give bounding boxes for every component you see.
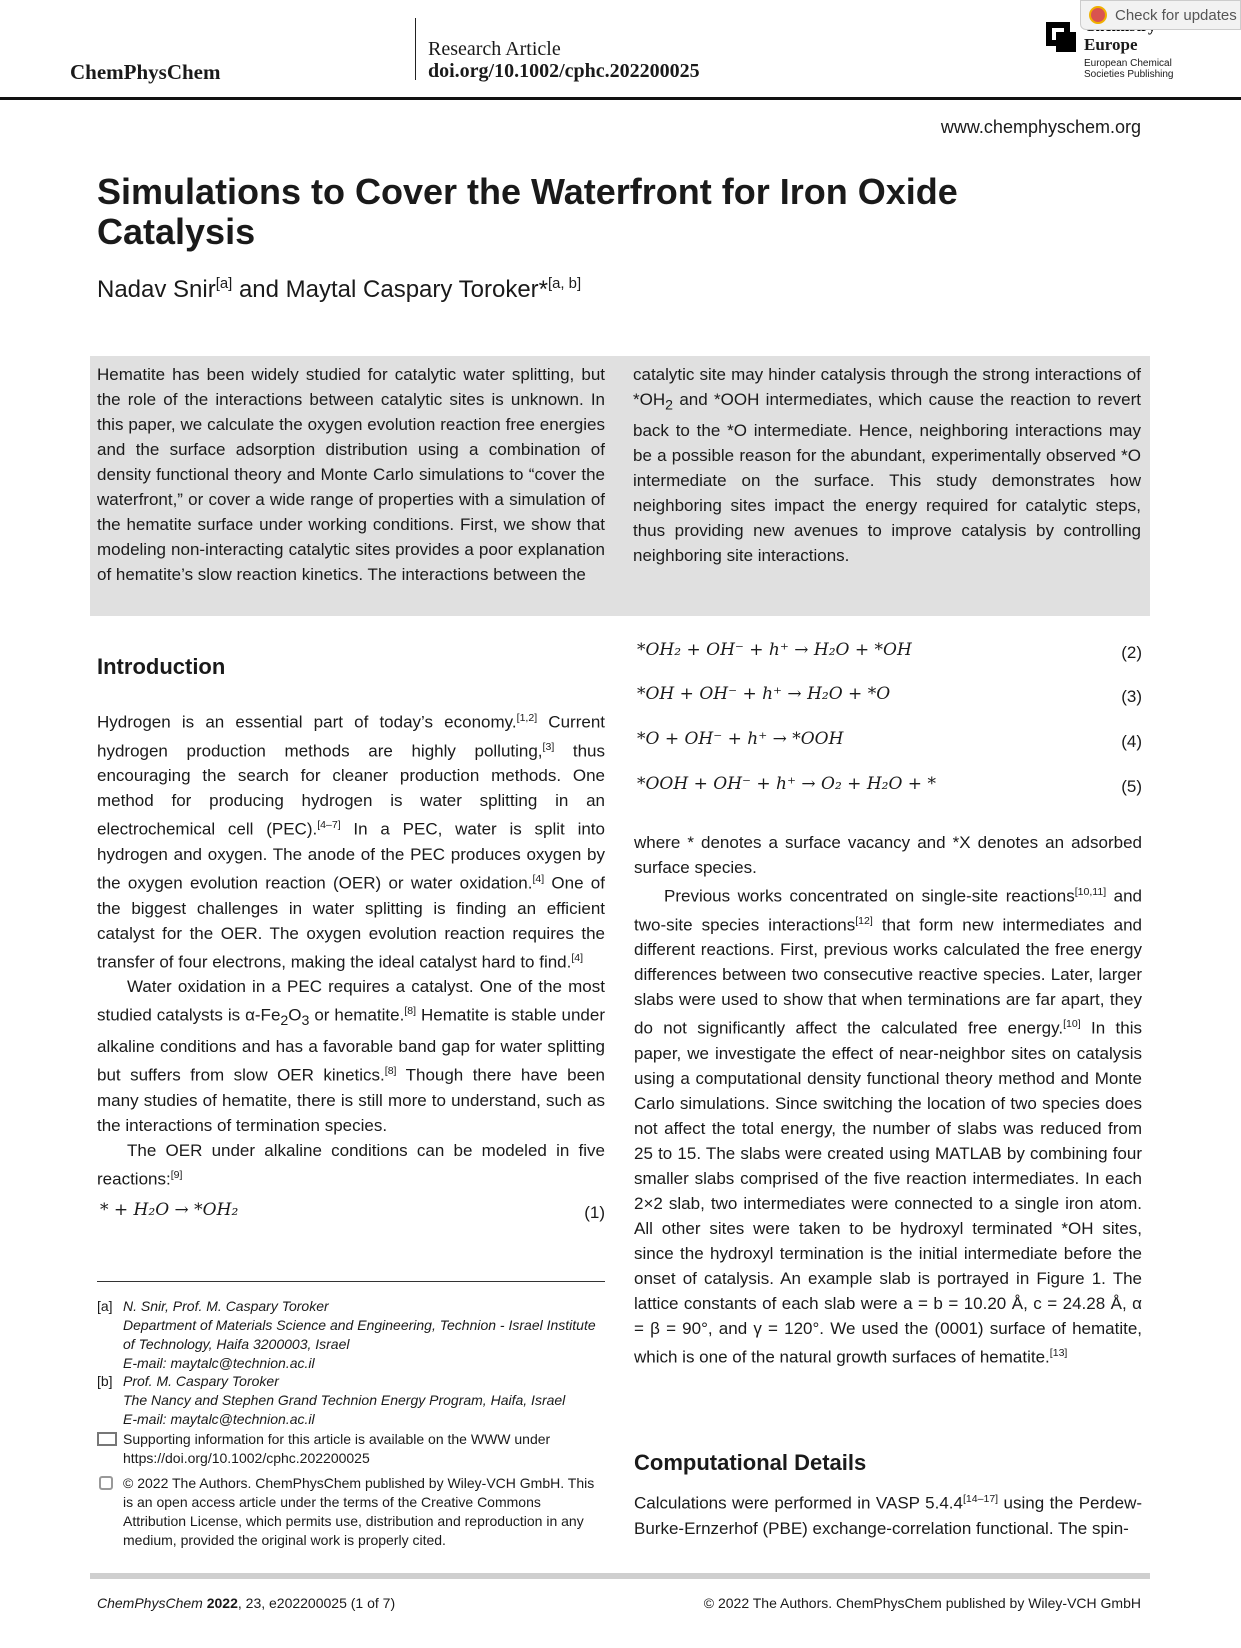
equation-text: *OH₂ + OH⁻ + h⁺ → H₂O + *OH: [637, 640, 912, 660]
doi-link[interactable]: doi.org/10.1002/cphc.202200025: [428, 60, 700, 82]
abstract-subscript: 2: [665, 397, 673, 414]
introduction-heading: Introduction: [97, 654, 226, 679]
footer-rule: [90, 1573, 1150, 1579]
equation-text: *OH + OH⁻ + h⁺ → H₂O + *O: [637, 684, 891, 704]
equation-number: (1): [584, 1203, 605, 1222]
footer-copyright: © 2022 The Authors. ChemPhysChem published by Wiley-VCH GmbH: [703, 1595, 1141, 1611]
logo-sub1: European Chemical: [1084, 58, 1172, 69]
footer-citation: [97, 1595, 395, 1611]
equation-number: (2): [1121, 643, 1142, 662]
citation[interactable]: [13]: [1049, 1346, 1068, 1359]
abstract-right-text: catalytic site may hinder catalysis through the strong interactions of *OH: [633, 365, 1141, 409]
citation[interactable]: [9]: [170, 1168, 183, 1181]
equation-2: [637, 640, 1142, 670]
intro-paragraph-2: Water oxidation in a PEC requires a catalyst. One of the most studied catalysts is $\alpha-Fe_2O_3$ or hematite.[8] Hematite is stable under alkaline conditions and has a favorable band gap for water splitting but suffers from slow OER kinetics.[8] Though there have been many studies of hematite, there is still more to understand, such as the interactions of termination species.: [97, 977, 605, 1135]
citation[interactable]: [12]: [855, 914, 873, 927]
affiliation-email[interactable]: E-mail: maytalc@technion.ac.il: [123, 1411, 315, 1427]
author-2-affiliation: [a, b]: [548, 276, 582, 292]
equation-text: *OOH + OH⁻ + h⁺ → O₂ + H₂O + *: [637, 774, 936, 794]
equation-text: *O + OH⁻ + h⁺ → *OOH: [637, 729, 844, 749]
footer-journal: ChemPhysChem: [97, 1595, 203, 1611]
abstract-right-column: [633, 362, 1141, 568]
citation[interactable]: [10,11]: [1074, 886, 1107, 898]
affiliation-institution: The Nancy and Stephen Grand Technion Energy Program, Haifa, Israel: [123, 1392, 566, 1408]
left-column-body: [97, 706, 605, 1192]
affiliation-label: [a]: [97, 1298, 113, 1314]
author-2[interactable]: Maytal Caspary Toroker*: [285, 276, 548, 303]
citation[interactable]: [1,2]: [516, 712, 538, 724]
supporting-info-text[interactable]: Supporting information for this article is available on the WWW under https://doi.org/10.1002/cphc.202200025: [123, 1431, 551, 1466]
citation[interactable]: [14–17]: [962, 1493, 999, 1505]
equation-3: [637, 684, 1142, 714]
logo-mark-inner: [1056, 32, 1076, 52]
computer-icon: [97, 1432, 117, 1446]
logo-line2: Europe: [1084, 35, 1138, 54]
footer-year: 2022: [206, 1595, 238, 1611]
affiliation-a: [97, 1297, 605, 1373]
citation[interactable]: [8]: [404, 1005, 417, 1018]
website-link[interactable]: www.chemphyschem.org: [940, 117, 1141, 137]
affiliation-email[interactable]: E-mail: maytalc@technion.ac.il: [123, 1355, 315, 1371]
citation[interactable]: [3]: [542, 740, 555, 753]
abstract-left-column: Hematite has been widely studied for catalytic water splitting, but the role of the interactions between catalytic sites is unknown. In this paper, we calculate the oxygen evolution reaction free energies and the surface adsorption distribution using a combination of density functional theory and Monte Carlo simulations to “cover the waterfront,” or cover a wide range of properties with a simulation of the hematite surface under working conditions. First, we show that modeling non-interacting catalytic sites provides a poor explanation of hematite’s slow reaction kinetics. The interactions between the: [97, 365, 605, 584]
equation-5: [637, 774, 1142, 804]
citation[interactable]: [4]: [532, 872, 545, 885]
intro-paragraph-1: Hydrogen is an essential part of today’s economy.[1,2] Current hydrogen production methods are highly polluting,[3] thus encouraging the search for cleaner production methods. One method for producing hydrogen is water splitting in an electrochemical cell (PEC).[4–7] In a PEC, water is split into hydrogen and oxygen. The anode of the PEC produces oxygen by the oxygen evolution reaction (OER) or water oxidation.[4] One of the biggest challenges in water splitting is finding an efficient catalyst for the OER. The oxygen evolution reaction requires the transfer of four electrons, making the ideal catalyst hard to find.[4]: [97, 712, 606, 972]
logo-sub2: Societies Publishing: [1084, 69, 1174, 80]
header-rule: [0, 97, 1241, 100]
author-and: and: [232, 276, 286, 303]
affiliation-names: N. Snir, Prof. M. Caspary Toroker: [123, 1298, 329, 1314]
affiliation-b: [97, 1372, 605, 1429]
equation-4: [637, 729, 1142, 759]
crossmark-icon: [1089, 6, 1107, 24]
open-access-icon: [99, 1476, 113, 1490]
right-paragraph-1: where * denotes a surface vacancy and *X denotes an adsorbed surface species.: [634, 833, 1142, 877]
footer-volume-page: , 23, e202200025 (1 of 7): [237, 1595, 396, 1611]
equation-number: (3): [1121, 687, 1142, 706]
equation-number: (4): [1121, 732, 1142, 751]
intro-paragraph-3: The OER under alkaline conditions can be modeled in five reactions:[9]: [97, 1140, 605, 1189]
citation[interactable]: [4–7]: [317, 819, 341, 832]
header-divider: [415, 18, 416, 80]
article-title: Simulations to Cover the Waterfront for Iron Oxide Catalysis: [97, 171, 958, 252]
author-list: [97, 276, 581, 304]
citation[interactable]: [10]: [1063, 1018, 1081, 1031]
abstract-box: [90, 356, 1150, 616]
computational-paragraph-1: Calculations were performed in VASP 5.4.4[14–17] using the Perdew-Burke-Ernzerhof (PBE) exchange-correlation functional. The spin-: [634, 1493, 1143, 1538]
license-note: [97, 1474, 605, 1550]
citation[interactable]: [8]: [384, 1065, 397, 1078]
author-1-affiliation: [a]: [215, 276, 233, 292]
abstract-right-text-2: and *OOH intermediates, which cause the reaction to revert back to the *O intermediate. Hence, neighboring interactions may be a possible reason for the abundant, experimentally observed *O intermediate on the surface. This study demonstrates how neighboring sites impact the energy required for catalytic steps, thus providing new avenues to improve catalysis by controlling neighboring site interactions.: [633, 390, 1141, 566]
supporting-info-note: [97, 1430, 605, 1468]
right-paragraph-2: Previous works concentrated on single-site reactions[10,11] and two-site species interactions[12] that form new intermediates and different reactions. First, previous works calculated the free energy differences between two consecutive reactive species. Later, larger slabs were used to show that when terminations are far apart, they do not significantly affect the calculated free energy.[10] In this paper, we investigate the effect of near-neighbor sites on catalysis using a computational density functional theory method and Monte Carlo simulations. Since switching the location of two species does not affect the total energy, the number of slabs was reduced from 25 to 15. The slabs were created using MATLAB by combining four smaller slabs comprised of the five reaction intermediates. In each 2×2 slab, two intermediates were connected to a single iron atom. All other sites were taken to be hydroxyl terminated *OH sites, since the hydroxyl termination is the initial intermediate before the onset of catalysis. An example slab is portrayed in Figure 1. The lattice constants of each slab were a = b = 10.20 Å, c = 24.28 Å, α = β = 90°, and γ = 120°. We used the (0001) surface of hematite, which is one of the natural growth surfaces of hematite.[13]: [634, 886, 1142, 1367]
equation-text: * + H₂O → *OH₂: [100, 1200, 239, 1220]
equation-1: [100, 1200, 605, 1230]
affiliation-names: Prof. M. Caspary Toroker: [123, 1373, 279, 1389]
right-column-body: [634, 830, 1142, 1370]
computational-details-heading: Computational Details: [634, 1450, 867, 1475]
affiliation-institution: Department of Materials Science and Engineering, Technion - Israel Institute of Technology, Haifa 3200003, Israel: [123, 1317, 596, 1352]
journal-name: ChemPhysChem: [70, 60, 221, 84]
check-updates-label: Check for updates: [1115, 6, 1237, 24]
equation-number: (5): [1121, 777, 1142, 796]
footnote-rule: [97, 1281, 605, 1282]
license-text: © 2022 The Authors. ChemPhysChem published by Wiley-VCH GmbH. This is an open access article under the terms of the Creative Commons Attribution License, which permits use, distribution and reproduction in any medium, provided the original work is properly cited.: [123, 1475, 595, 1548]
check-for-updates-button[interactable]: [1080, 0, 1241, 30]
citation[interactable]: [4]: [571, 951, 584, 964]
computational-details-body: [634, 1487, 1142, 1541]
article-type: Research Article: [428, 38, 561, 60]
affiliation-label: [b]: [97, 1373, 113, 1389]
author-1[interactable]: Nadav Snir: [97, 276, 216, 303]
